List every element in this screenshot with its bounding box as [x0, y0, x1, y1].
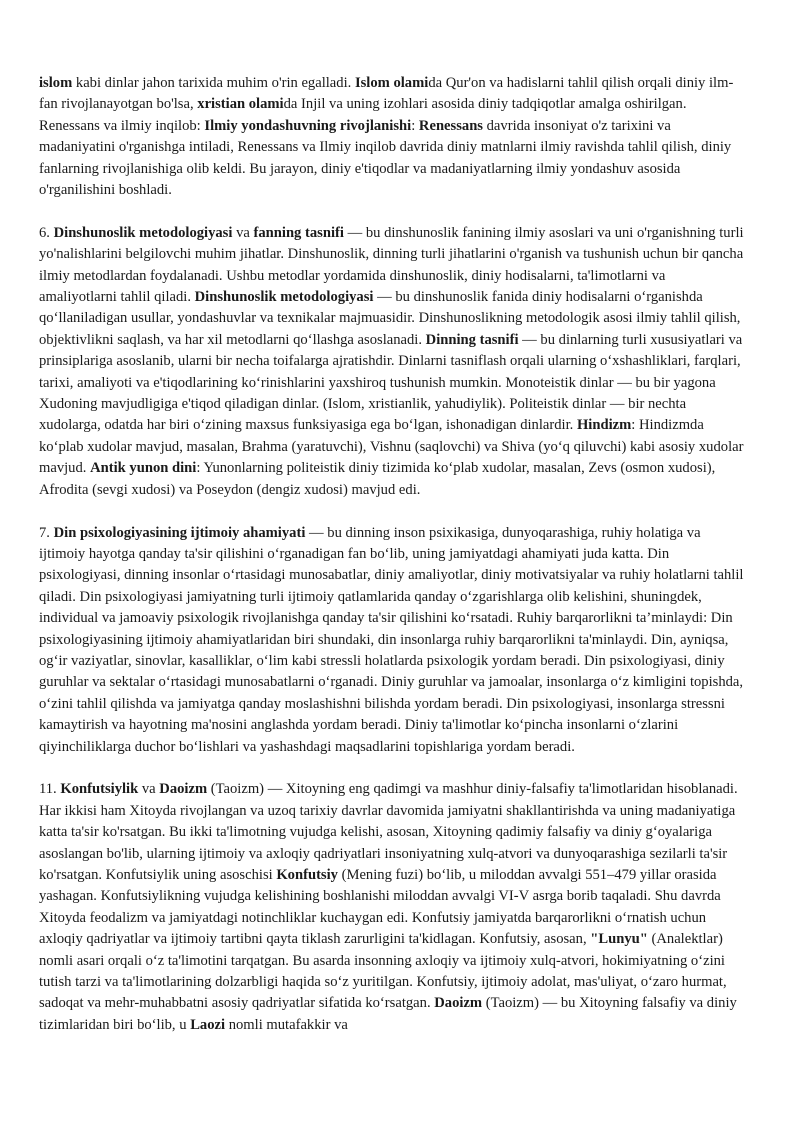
paragraph-section-6 [39, 223, 745, 501]
text-run: — bu dinning inson psixikasiga, dunyoqarashiga, ruhiy holatiga va ijtimoiy hayotga qanday ta'sir qilishini o‘rganadigan fan bo‘lib, uning jamiyatdagi ahamiyati juda katta. Din psixologiyasi, dinning insonlar o‘rtasidagi munosabatlar, diniy amaliyotlar, diniy motivatsiyalar va ruhiy holatlarni tahlil qiladi. Din psixologiyasi jamiyatning turli ijtimoiy qatlamlarida qanday o‘zgarishlarga olib kelishini, shuningdek, individual va jamoaviy psixologik rivojlanishga qanday ta'sir qilishini ko‘rsatadi. Ruhiy barqarorlikni ta’minlaydi: Din psixologiyasining ijtimoiy ahamiyatlaridan biri shundaki, din insonlarga ruhiy barqarorlikni ta'minlaydi. Din, ayniqsa, og‘ir vaziyatlar, sinovlar, kasalliklar, o‘lim kabi stressli holatlarda psixologik yordam beradi. Din psixologiyasi, diniy guruhlar va sektalar o‘rtasidagi munosabatlarni o‘rganadi. Diniy guruhlar va jamoalar, insonlarga o‘z kimligini topishda, o‘zini tahlil qilishda va jamiyatga qanday moslashishni bilishda yordam beradi. Din psixologiyasi, insonlarga stressni kamaytirish va hayotning ma'nosini anglashda yordam beradi. Diniy ta'limotlar ko‘pincha insonlarni o‘zlarini qiyinchiliklarga duchor bo‘lishlari va yashashdagi maqsadlarini topishlariga yordam beradi. [39, 524, 744, 755]
paragraph-section-11 [39, 779, 745, 1036]
bold-term: Daoizm [434, 995, 483, 1012]
text-run: kabi dinlar jahon tarixida muhim o'rin egalladi. [72, 75, 355, 91]
text-run: davrida insoniyat o'z tarixini va madaniyatini o'rganishga intiladi, Renessans va Ilmiy inqilob davrida diniy matnlarni ilmiy ravishda tahlil qilish, diniy fanlarning rivojlanishiga olib keldi. Bu jarayon, diniy e'tiqodlar va madaniyatlarning ilmiy yondashuv asosida o'rganilishini boshladi. [39, 117, 732, 199]
bold-term: Dinning tasnifi [425, 331, 519, 348]
text-run: : [411, 117, 419, 134]
bold-term: Ilmiy yondashuvning rivojlanishi [204, 117, 412, 134]
text-run: va [232, 224, 254, 241]
paragraph-intro [39, 73, 745, 201]
text-run: va [138, 781, 160, 798]
bold-term: "Lunyu" [590, 931, 648, 948]
bold-term: Dinshunoslik metodologiyasi [53, 224, 233, 241]
bold-term: Islom olami [354, 75, 429, 91]
bold-term: Renessans [418, 117, 483, 134]
bold-term: xristian olami [197, 96, 284, 113]
bold-term: Hindizm [576, 417, 632, 434]
text-run: 11. [39, 781, 61, 798]
text-run: da Qur'on va hadislarni tahlil qilish orqali diniy ilm-fan rivojlanayotgan bo'lsa, [39, 75, 734, 113]
bold-term: Dinshunoslik metodologiyasi [194, 289, 374, 306]
text-run: 6. [39, 224, 54, 241]
text-run: : Hindizmda ko‘plab xudolar mavjud, masalan, Brahma (yaratuvchi), Vishnu (saqlovchi) va Shiva (yo‘q qiluvchi) kabi asosiy xudolar mavjud. [39, 417, 744, 477]
text-run: : Yunonlarning politeistik diniy tizimida ko‘plab xudolar, masalan, Zevs (osmon xudosi), Afrodita (sevgi xudosi) va Poseydon (dengiz xudosi) mavjud edi. [39, 460, 716, 498]
text-run: — bu dinlarning turli xususiyatlari va prinsiplariga asoslanib, ularni bir necha toifalarga ajratishdir. Dinlarni tasniflash orqali ularning o‘xshashliklari, farqlari, tarixi, amaliyoti va e'tiqodlarining ko‘rinishlarini yaxshiroq tushunish mumkin. Monoteistik dinlar — bu bir yagona Xudoning mavjudligiga e'tiqod qiladigan dinlar. (Islom, xristianlik, yahudiylik). Politeistik dinlar — bir nechta xudolarga, odatda har biri o‘zining maxsus funksiyasiga ega bo‘lgan, ishonadigan dinlardir. [39, 331, 743, 434]
text-run: (Taoizm) — bu Xitoyning falsafiy va diniy tizimlaridan biri bo‘lib, u [39, 995, 737, 1033]
text-run: (Analektlar) nomli asari orqali o‘z ta'limotini tarqatgan. Bu asarda insonning axloqiy va ijtimoiy xulq-atvori, hokimiyatning o‘zini tutish tarzi va ta'limotlarining dolzarbligi haqida so‘z yuritilgan. Konfutsiy, ijtimoiy adolat, mas'uliyat, o‘zaro hurmat, sadoqat va mehr-muhabbatni asosiy qadriyatlar sifatida ko‘rsatgan. [39, 931, 727, 1012]
bold-term: Laozi [190, 1016, 226, 1033]
bold-term: Din psixologiyasining ijtimoiy ahamiyati [53, 524, 306, 541]
bold-term: fanning tasnifi [253, 224, 344, 241]
text-run: 7. [39, 524, 54, 541]
bold-term: Daoizm [159, 781, 208, 798]
text-run: da Injil va uning izohlari asosida diniy tadqiqotlar amalga oshirilgan. Renessans va ilmiy inqilob: [39, 96, 687, 134]
text-run: — bu dinshunoslik fanida diniy hodisalarni o‘rganishda qo‘llaniladigan usullar, yondashuvlar va texnikalar majmuasidir. Dinshunoslikning metodologik asosi ilmiy tahlil qilish, objektivlikni saqlash, va har xil metodlarni qo‘llashga asoslanadi. [39, 289, 741, 348]
bold-term: Antik yunon dini [90, 460, 197, 477]
paragraph-section-7 [39, 523, 745, 758]
bold-term: islom [39, 75, 73, 91]
text-run: — bu dinshunoslik fanining ilmiy asoslari va uni o'rganishning turli yo'nalishlarini belgilovchi muhim jihatlar. Dinshunoslik, dinning turli jihatlarini o'rganish va tushunish uchun bir qancha ilmiy metodlardan foydalanadi. Ushbu metodlar yordamida dinshunoslik, diniy hodisalarni, ta'limotlarni va amaliyotlarni tahlil qiladi. [39, 224, 744, 306]
text-run: (Taoizm) — Xitoyning eng qadimgi va mashhur diniy-falsafiy ta'limotlaridan hisoblanadi. Har ikkisi ham Xitoyda rivojlangan va uzoq tarixiy davrlar davomida jamiyatni shakllantirishda va uning madaniyatiga katta ta'sir ko'rsatgan. Bu ikki ta'limotning vujudga kelishi, asosan, Xitoyning qadimiy falsafiy va diniy g‘oyalariga asoslangan bo'lib, ularning ijtimoiy va axloqiy qadriyatlari insoniyatning xulq-atvori va dunyoqarashiga sezilarli ta'sir ko'rsatgan. Konfutsiylik uning asoschisi [39, 781, 738, 883]
bold-term: Konfutsiylik [60, 781, 139, 798]
text-run: nomli mutafakkir va [225, 1016, 348, 1033]
text-run: (Mening fuzi) bo‘lib, u miloddan avvalgi 551–479 yillar orasida yashagan. Konfutsiylikning vujudga kelishining boshlanishi miloddan avvalgi VI-V asrga borib taqaladi. Shu davrda Xitoyda feodalizm va jamiyatdagi notinchliklar kuchaygan edi. Konfutsiy jamiyatda barqarorlikni o‘rnatish uchun axloqiy qadriyatlar va ijtimoiy tartibni qayta tiklash zarurligini ta'kidlagan. Konfutsiy, asosan, [39, 866, 721, 948]
bold-term: Konfutsiy [276, 866, 338, 883]
